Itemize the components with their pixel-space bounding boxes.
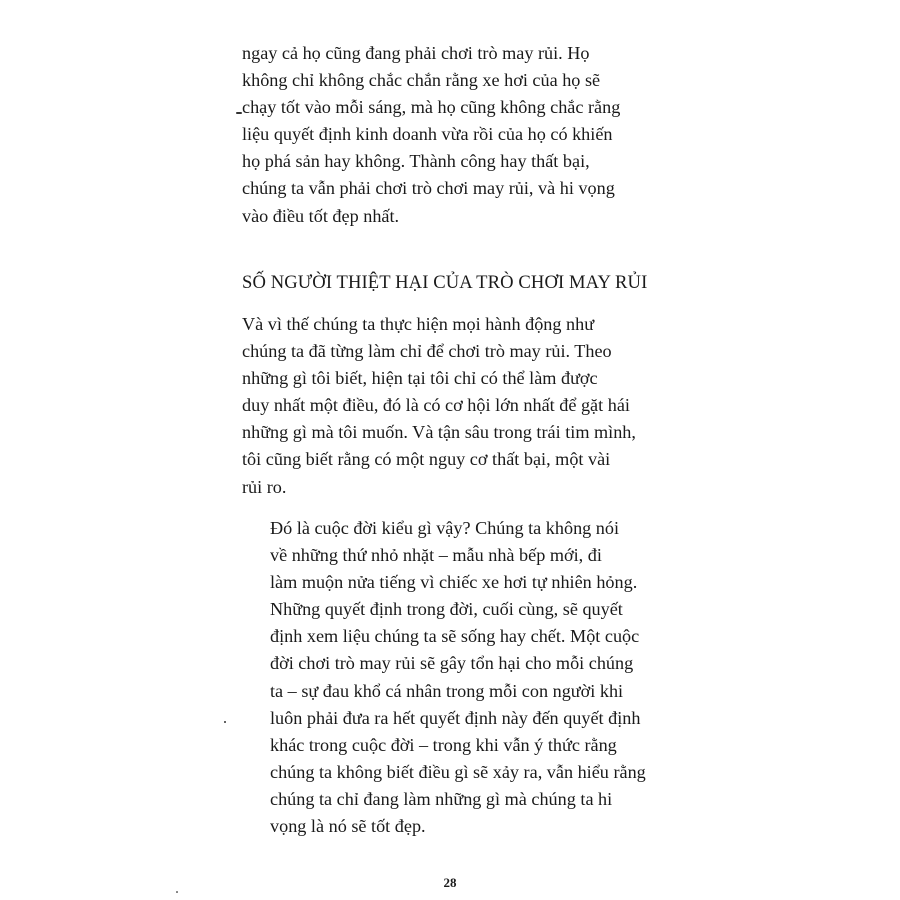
scan-speck (236, 112, 242, 114)
paragraph-2 (242, 311, 658, 501)
paragraph-line: vào điều tốt đẹp nhất. (242, 205, 400, 226)
paragraph-line: liệu quyết định kinh doanh vừa rồi của họ có khiến (242, 124, 613, 145)
paragraph-line: những gì tôi biết, hiện tại tôi chỉ có thể làm được (242, 368, 598, 389)
paragraph-line: không chỉ không chắc chắn rằng xe hơi của họ sẽ (242, 70, 601, 91)
paragraph-line: Và vì thế chúng ta thực hiện mọi hành động như (242, 314, 595, 334)
paragraph-line: chúng ta chỉ đang làm những gì mà chúng ta hi (270, 788, 613, 809)
paragraph-line: đời chơi trò may rủi sẽ gây tổn hại cho mỗi chúng (270, 653, 634, 674)
paragraph-line: chúng ta đã từng làm chỉ để chơi trò may rủi. Theo (242, 341, 612, 362)
paragraph-1 (242, 40, 658, 230)
paragraph-line: những gì mà tôi muốn. Và tận sâu trong trái tim mình, (242, 422, 636, 443)
paragraph-line: Đó là cuộc đời kiểu gì vậy? Chúng ta không nói (270, 518, 620, 538)
paragraph-line: ta – sự đau khổ cá nhân trong mỗi con người khi (270, 680, 624, 701)
paragraph-line: chúng ta vẫn phải chơi trò chơi may rủi, và hi vọng (242, 178, 615, 199)
paragraph-line: tôi cũng biết rằng có một nguy cơ thất bại, một vài (242, 449, 611, 470)
paragraph-line: duy nhất một điều, đó là có cơ hội lớn nhất để gặt hái (242, 395, 630, 416)
paragraph-line: ngay cả họ cũng đang phải chơi trò may rủi. Họ (242, 43, 590, 63)
paragraph-line: luôn phải đưa ra hết quyết định này đến quyết định (270, 707, 641, 728)
paragraph-line: làm muộn nửa tiếng vì chiếc xe hơi tự nhiên hỏng. (270, 572, 638, 593)
scan-speck (176, 891, 178, 893)
paragraph-line: vọng là nó sẽ tốt đẹp. (270, 816, 426, 837)
paragraph-line: chúng ta không biết điều gì sẽ xảy ra, vẫn hiểu rằng (270, 761, 646, 782)
paragraph-line: Những quyết định trong đời, cuối cùng, sẽ quyết (270, 599, 623, 620)
paragraph-line: khác trong cuộc đời – trong khi vẫn ý thức rằng (270, 734, 617, 755)
paragraph-line: định xem liệu chúng ta sẽ sống hay chết. Một cuộc (270, 626, 640, 647)
paragraph-line: chạy tốt vào mỗi sáng, mà họ cũng không chắc rằng (242, 97, 621, 118)
scan-speck (224, 721, 226, 723)
paragraph-line: rủi ro. (242, 476, 287, 497)
paragraph-3 (242, 515, 658, 840)
paragraph-line: họ phá sản hay không. Thành công hay thất bại, (242, 151, 590, 172)
paragraph-line: về những thứ nhỏ nhặt – mẫu nhà bếp mới, đi (270, 545, 602, 566)
section-heading: SỐ NGƯỜI THIỆT HẠI CỦA TRÒ CHƠI MAY RỦI (242, 272, 648, 293)
page-number: 28 (443, 875, 457, 890)
